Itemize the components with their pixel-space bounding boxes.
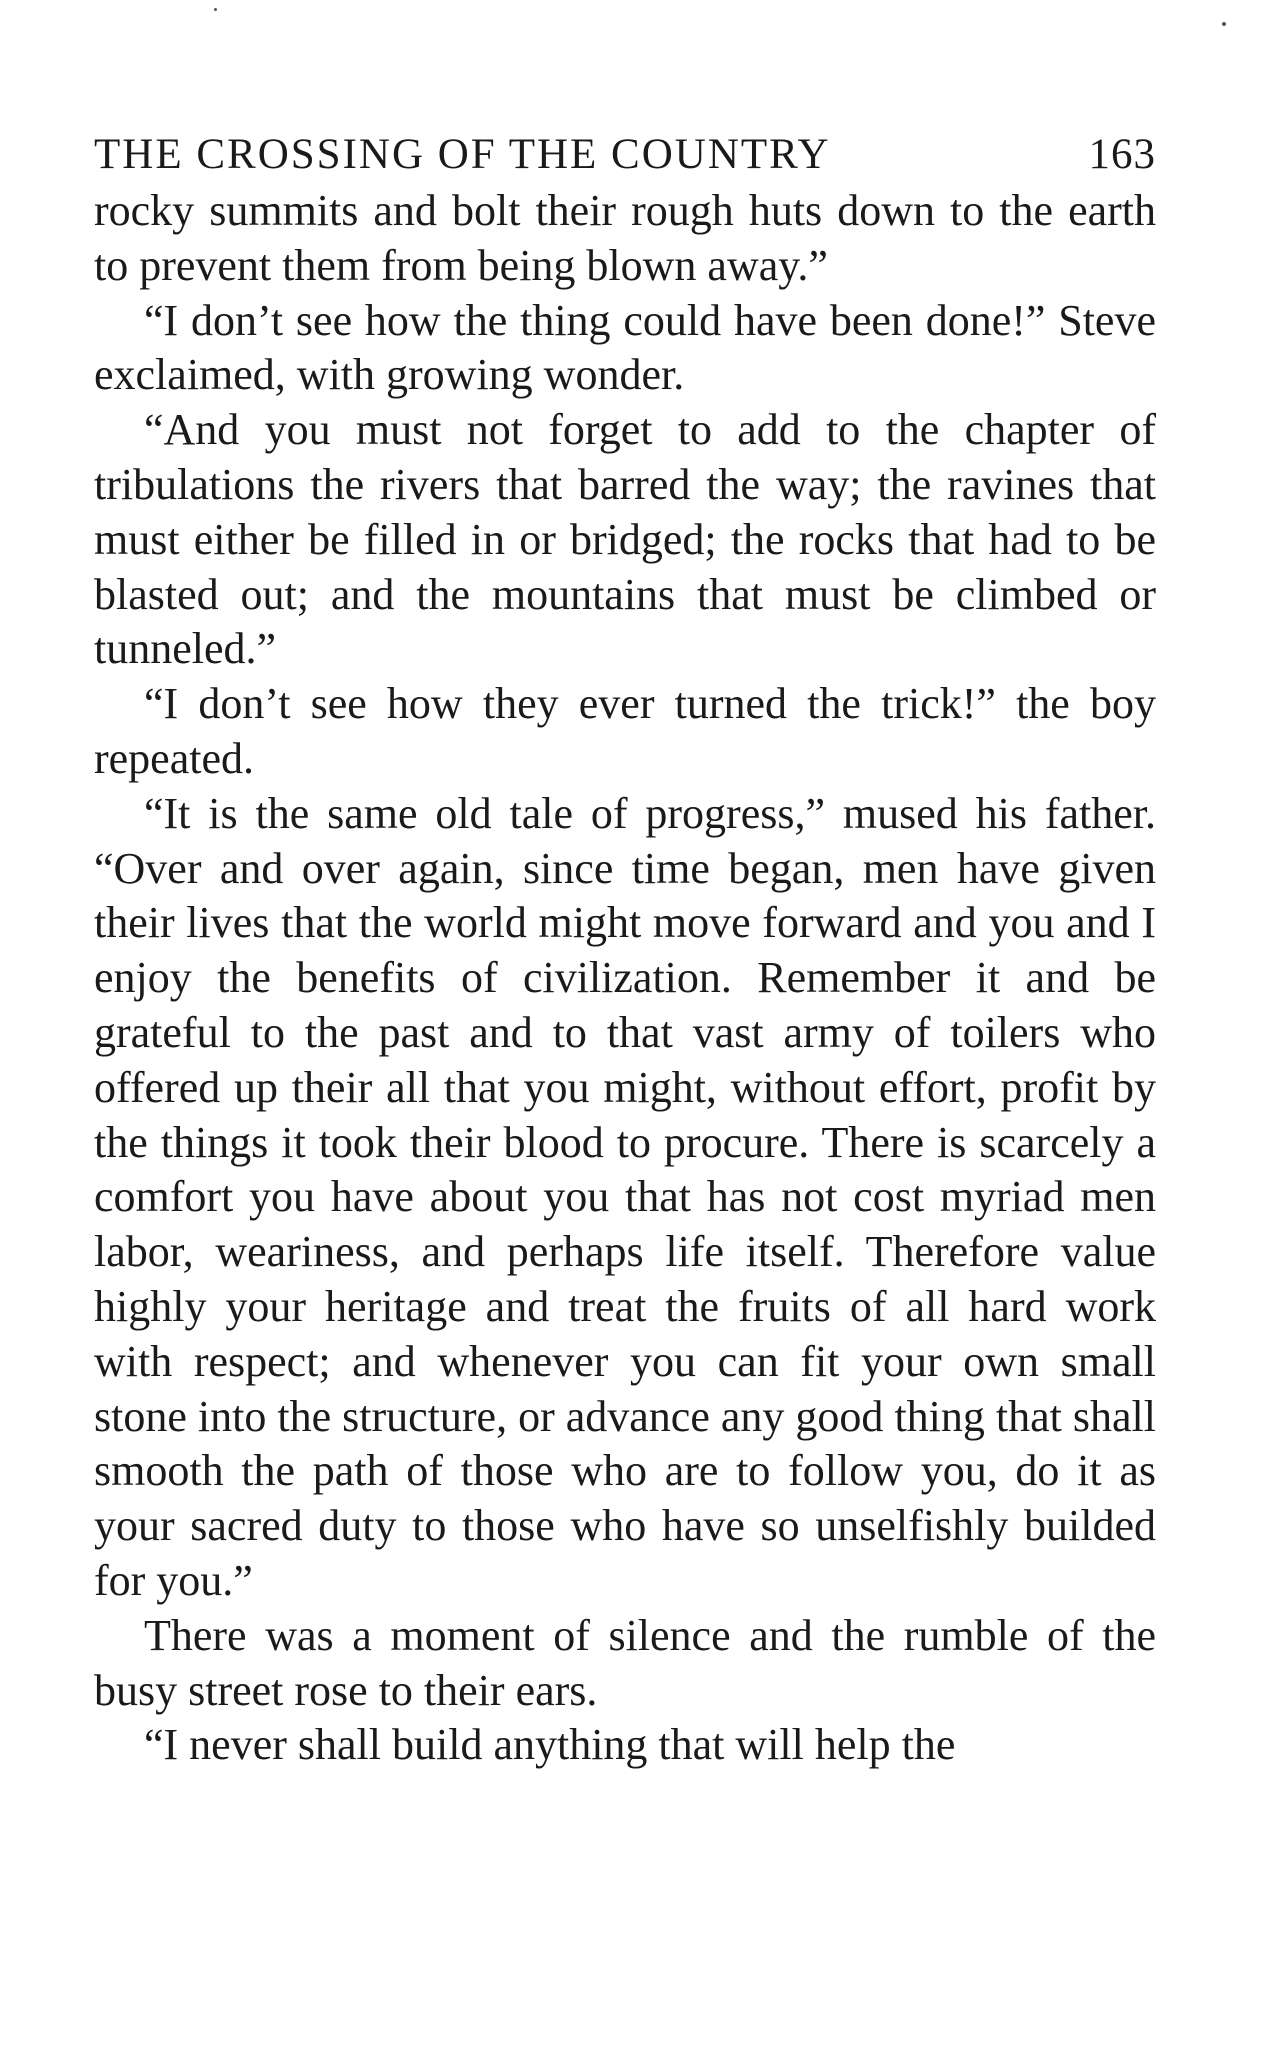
print-speck bbox=[214, 8, 217, 11]
paragraph: “It is the same old tale of progress,” mused his father. “Over and over again, since time began, men have given their lives that the world might move forward and you and I enjoy the benefits of civilization. Remember it and be grateful to the past and to that vast army of toilers who offered up their all that you might, without effort, profit by the things it took their blood to procure. There is scarcely a comfort you have about you that has not cost myriad men labor, weariness, and perhaps life itself. Therefore value highly your heritage and treat the fruits of all hard work with respect; and whenever you can fit your own small stone into the structure, or advance any good thing that shall smooth the path of those who are to follow you, do it as your sacred duty to those who have so unselfishly builded for you.” bbox=[94, 788, 1156, 1605]
print-speck bbox=[1222, 22, 1226, 26]
paragraph: “I don’t see how they ever turned the trick!” the boy repeated. bbox=[94, 679, 1156, 783]
running-header bbox=[94, 128, 1156, 182]
paragraph: “I don’t see how the thing could have been done!” Steve exclaimed, with growing wonder. bbox=[94, 295, 1156, 400]
book-page bbox=[94, 128, 1156, 1773]
body-text bbox=[94, 184, 1156, 1773]
paragraph: rocky summits and bolt their rough huts down to the earth to prevent them from being blown away.” bbox=[94, 186, 1156, 290]
paragraph: There was a moment of silence and the rumble of the busy street rose to their ears. bbox=[94, 1610, 1156, 1715]
paragraph: “I never shall build anything that will help the bbox=[144, 1720, 956, 1770]
running-title: THE CROSSING OF THE COUNTRY bbox=[94, 131, 831, 178]
page-number: 163 bbox=[1088, 131, 1156, 178]
paragraph: “And you must not forget to add to the chapter of tribulations the rivers that barred the way; the ravines that must either be filled in or bridged; the rocks that had to be blasted out; and the mountains that must be climbed or tunneled.” bbox=[94, 405, 1156, 674]
